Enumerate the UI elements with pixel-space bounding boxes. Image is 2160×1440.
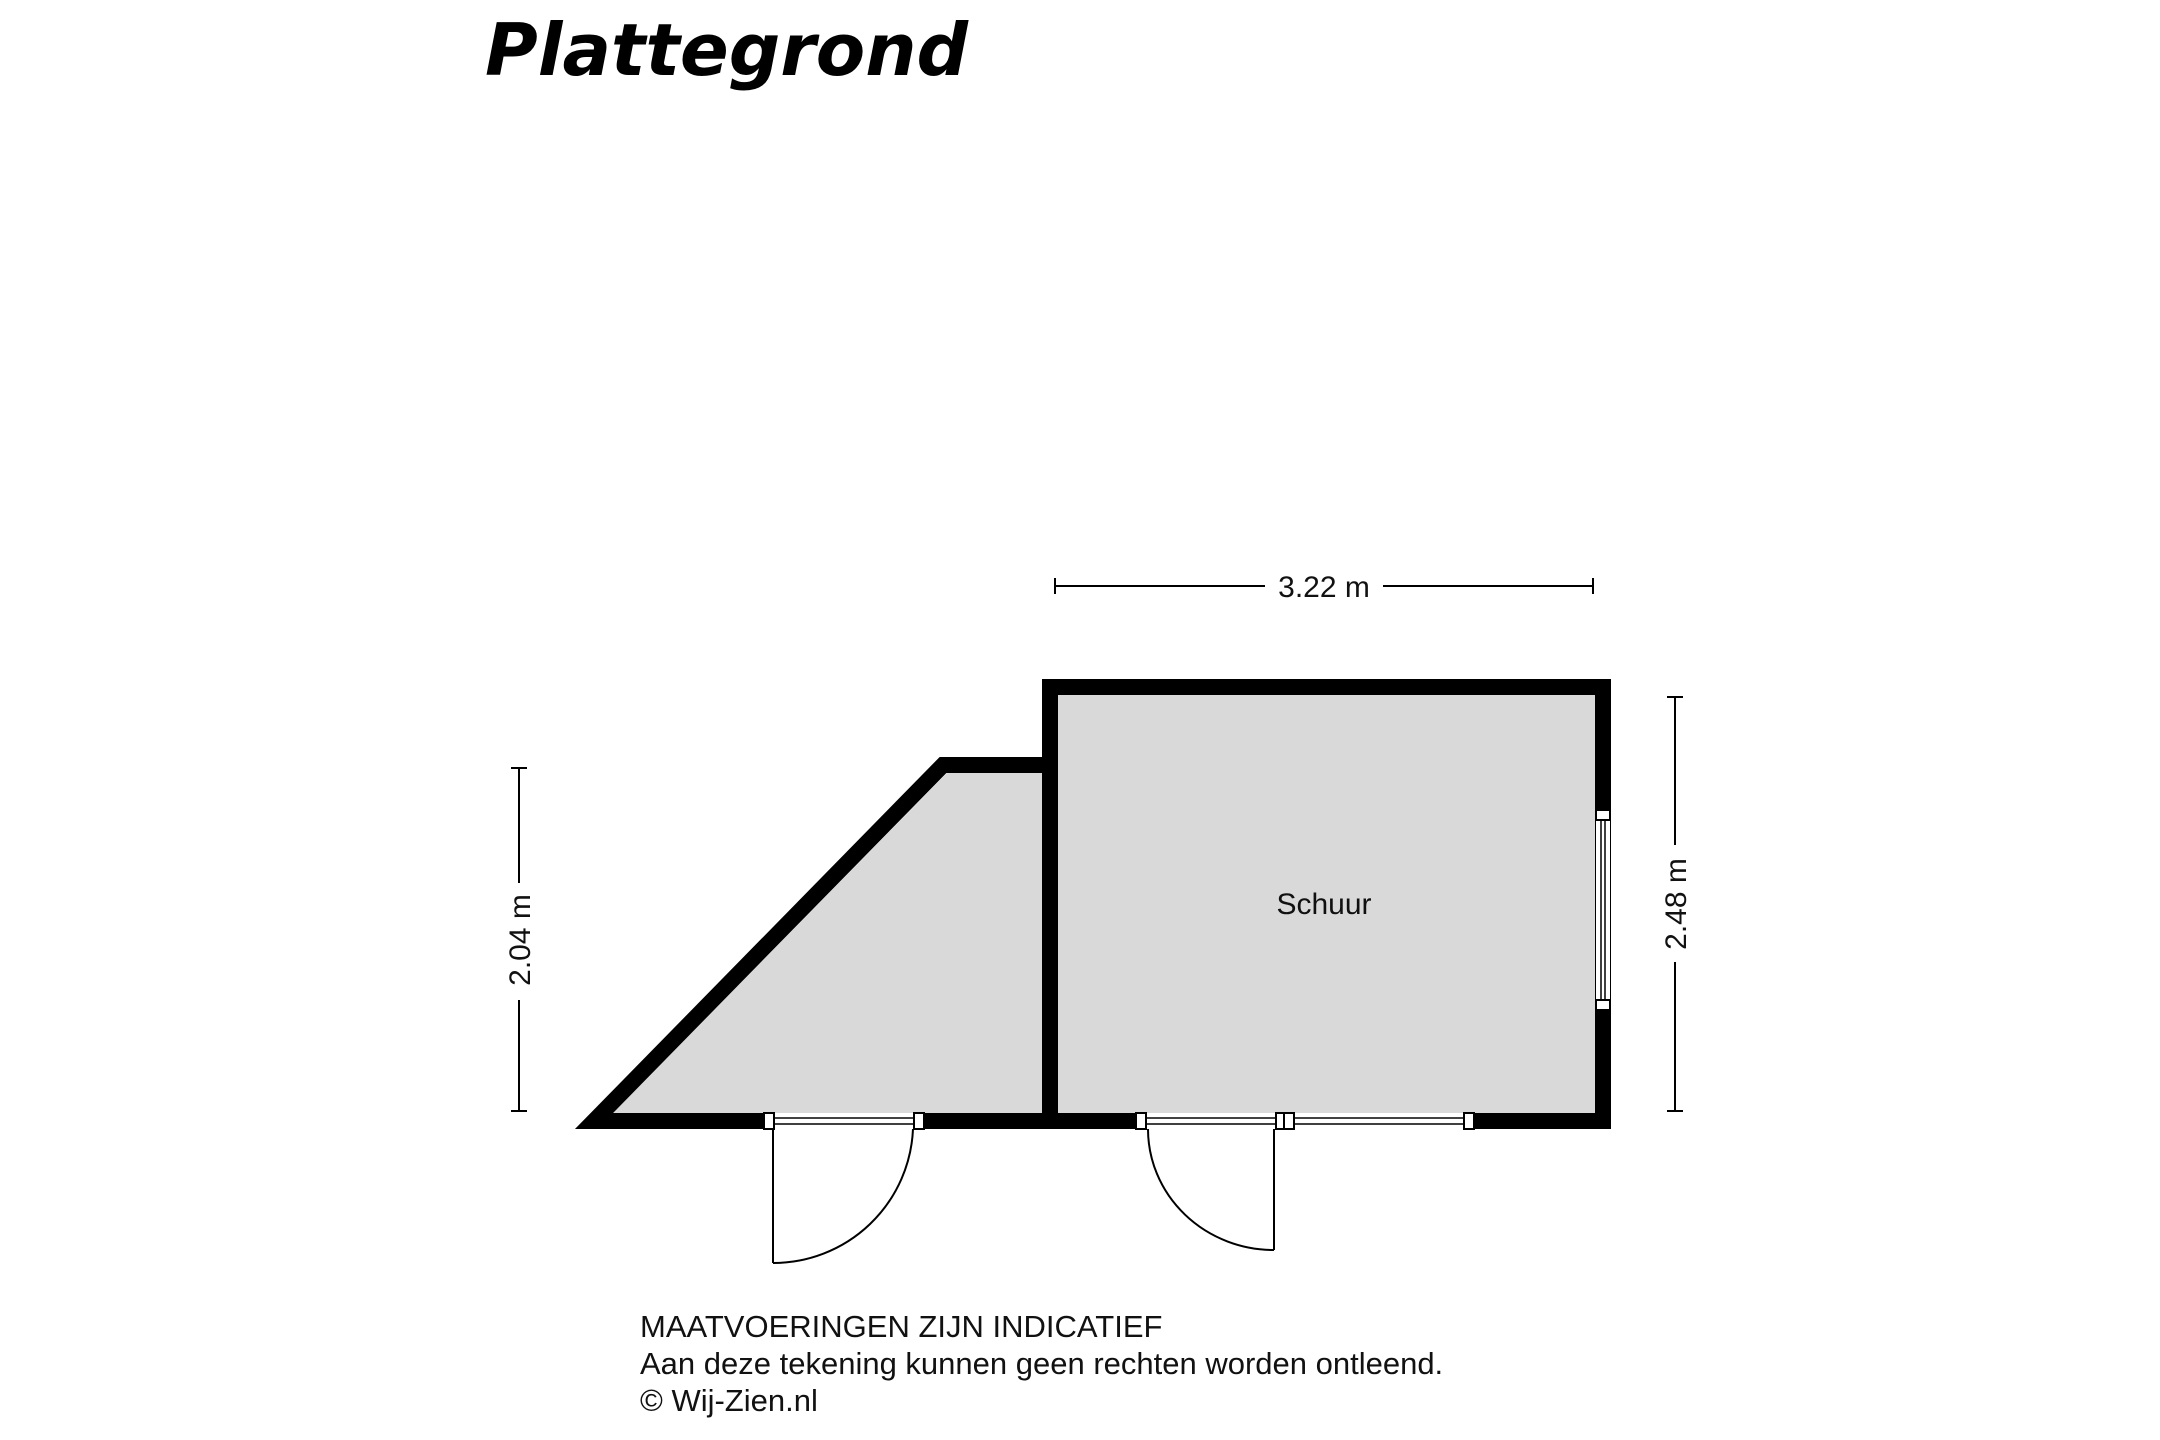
- disclaimer: [640, 1308, 1443, 1419]
- door-schuur: [1136, 1113, 1286, 1250]
- copyright-text: © Wij-Zien.nl: [640, 1383, 818, 1418]
- door-annex: [764, 1113, 924, 1263]
- disclaimer-heading: MAATVOERINGEN ZIJN INDICATIEF: [640, 1309, 1163, 1344]
- annex-floor: [613, 773, 1042, 1113]
- window-bottom: [1284, 1113, 1474, 1129]
- page-title: Plattegrond: [485, 8, 969, 92]
- dimension-right-label: 2.48 m: [1660, 858, 1693, 950]
- disclaimer-text: Aan deze tekening kunnen geen rechten worden ontleend.: [640, 1346, 1444, 1381]
- window-right: [1596, 810, 1610, 1010]
- dimension-top-label: 3.22 m: [1278, 571, 1370, 604]
- dimension-left-label: 2.04 m: [504, 894, 537, 986]
- room-label-schuur: Schuur: [1276, 888, 1372, 921]
